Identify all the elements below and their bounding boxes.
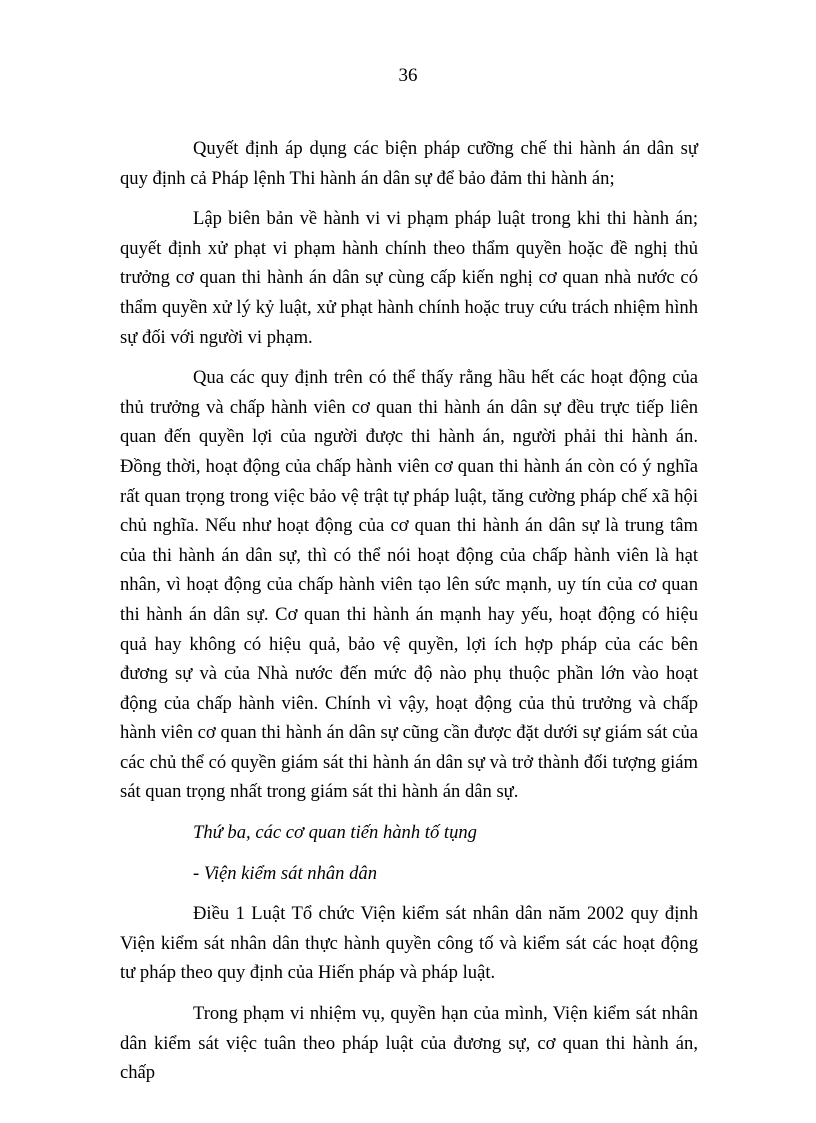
paragraph-violation-record: Lập biên bản về hành vi vi phạm pháp luật trong khi thi hành án; quyết định xử phạt vi phạm hành chính theo thẩm quyền hoặc đề nghị thủ trưởng cơ quan thi hành án dân sự cùng cấp kiến nghị cơ quan nhà nước có thẩm quyền xử lý kỷ luật, xử phạt hành chính hoặc truy cứu trách nhiệm hình sự đối với người vi phạm. [120,208,698,348]
paragraph-procuracy-law: Điều 1 Luật Tổ chức Viện kiểm sát nhân dân năm 2002 quy định Viện kiểm sát nhân dân thực hành quyền công tố và kiểm sát các hoạt động tư pháp theo quy định của Hiến pháp và pháp luật. [120,903,698,984]
section-heading-third: Thứ ba, các cơ quan tiến hành tố tụng [193,822,477,844]
paragraph-decision-enforcement: Quyết định áp dụng các biện pháp cưỡng chế thi hành án dân sự quy định cả Pháp lệnh Thi hành án dân sự để bảo đảm thi hành án; [120,138,698,189]
paragraph-procuracy-supervision: Trong phạm vi nhiệm vụ, quyền hạn của mình, Viện kiểm sát nhân dân kiểm sát việc tuân theo pháp luật của đương sự, cơ quan thi hành án, chấp [120,1003,698,1084]
subsection-heading-procuracy: - Viện kiểm sát nhân dân [193,862,378,884]
page-number: 36 [398,65,418,86]
document-body [120,134,698,1099]
paragraph-enforcement-officer-role: Qua các quy định trên có thể thấy rằng hầu hết các hoạt động của thủ trưởng và chấp hành viên cơ quan thi hành án dân sự đều trực tiếp liên quan đến quyền lợi của người được thi hành án, người phải thi hành án. Đồng thời, hoạt động của chấp hành viên cơ quan thi hành án còn có ý nghĩa rất quan trọng trong việc bảo vệ trật tự pháp luật, tăng cường pháp chế xã hội chủ nghĩa. Nếu như hoạt động của cơ quan thi hành án dân sự là trung tâm của thi hành án dân sự, thì có thể nói hoạt động của chấp hành viên là hạt nhân, vì hoạt động của chấp hành viên tạo lên sức mạnh, uy tín của cơ quan thi hành án dân sự. Cơ quan thi hành án mạnh hay yếu, hoạt động có hiệu quả hay không có hiệu quả, bảo vệ quyền, lợi ích hợp pháp của các bên đương sự và của Nhà nước đến mức độ nào phụ thuộc phần lớn vào hoạt động của chấp hành viên. Chính vì vậy, hoạt động của thủ trưởng và chấp hành viên cơ quan thi hành án dân sự cũng cần được đặt dưới sự giám sát của các chủ thể có quyền giám sát thi hành án dân sự và trở thành đối tượng giám sát quan trọng nhất trong giám sát thi hành án dân sự. [120,367,698,803]
